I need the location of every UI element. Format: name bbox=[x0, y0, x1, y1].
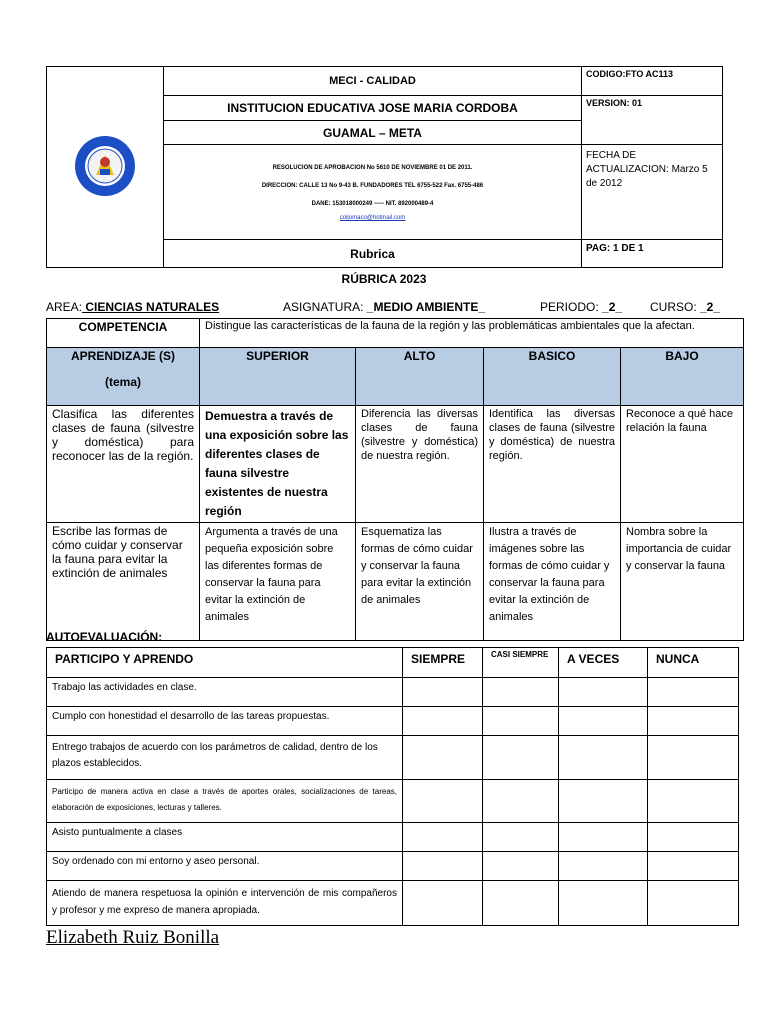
institution-name: INSTITUCION EDUCATIVA JOSE MARIA CORDOBA bbox=[164, 96, 582, 121]
a-veces-checkbox[interactable] bbox=[559, 780, 648, 823]
institution-details bbox=[164, 145, 582, 240]
header-superior: SUPERIOR bbox=[200, 348, 356, 406]
asignatura-value: _MEDIO AMBIENTE_ bbox=[363, 300, 486, 314]
superior-cell: Demuestra a través de una exposición sobre las diferentes clases de fauna silvestre existentes de nuestra región bbox=[200, 406, 356, 523]
tema-label: (tema) bbox=[104, 375, 141, 389]
header-basico: BASICO bbox=[484, 348, 621, 406]
logo-cell bbox=[47, 67, 164, 268]
header-participo: PARTICIPO Y APRENDO bbox=[47, 648, 403, 678]
table-row bbox=[47, 823, 739, 852]
superior-cell: Argumenta a través de una pequeña exposición sobre las diferentes formas de conservar la fauna para evitar la extinción de animales bbox=[200, 523, 356, 641]
a-veces-checkbox[interactable] bbox=[559, 823, 648, 852]
header-a-veces: A VECES bbox=[559, 648, 648, 678]
nunca-checkbox[interactable] bbox=[648, 678, 739, 707]
area-label: AREA: bbox=[46, 300, 83, 314]
resolution-text: RESOLUCION DE APROBACION No 5610 DE NOVIEMBRE 01 DE 2011. bbox=[272, 165, 473, 171]
email-link[interactable]: coljomaco@hotmail.com bbox=[339, 215, 406, 221]
bajo-cell: Reconoce a qué hace relación la fauna bbox=[621, 406, 744, 523]
school-seal-icon bbox=[74, 135, 136, 197]
casi-siempre-checkbox[interactable] bbox=[483, 780, 559, 823]
document-code: CODIGO:FTO AC113 bbox=[582, 67, 723, 96]
rubric-table bbox=[46, 318, 744, 641]
table-row bbox=[47, 780, 739, 823]
siempre-checkbox[interactable] bbox=[403, 823, 483, 852]
header-aprendizaje bbox=[47, 348, 200, 406]
system-name: MECI - CALIDAD bbox=[164, 67, 582, 96]
page-title: RÚBRICA 2023 bbox=[341, 272, 427, 286]
a-veces-checkbox[interactable] bbox=[559, 707, 648, 736]
asignatura-label: ASIGNATURA: bbox=[283, 300, 364, 314]
criterio-cell: Entrego trabajos de acuerdo con los parámetros de calidad, dentro de los plazos establecidos. bbox=[47, 736, 403, 780]
criterio-cell: Participo de manera activa en clase a través de aportes orales, socializaciones de tareas, elaboración de exposiciones, lecturas y talleres. bbox=[47, 780, 403, 823]
nunca-checkbox[interactable] bbox=[648, 881, 739, 926]
header-casi-siempre: CASI SIEMPRE bbox=[483, 648, 559, 678]
autoevaluacion-header-row bbox=[47, 648, 739, 678]
periodo-field bbox=[540, 300, 622, 314]
casi-siempre-checkbox[interactable] bbox=[483, 823, 559, 852]
casi-siempre-checkbox[interactable] bbox=[483, 736, 559, 780]
header-siempre: SIEMPRE bbox=[403, 648, 483, 678]
casi-siempre-checkbox[interactable] bbox=[483, 852, 559, 881]
basico-cell: Identifica las diversas clases de fauna (silvestre y doméstica) de nuestra región. bbox=[484, 406, 621, 523]
criterio-cell: Trabajo las actividades en clase. bbox=[47, 678, 403, 707]
siempre-checkbox[interactable] bbox=[403, 707, 483, 736]
aprendizaje-cell: Clasifica las diferentes clases de fauna (silvestre y doméstica) para reconocer las de la región. bbox=[47, 406, 200, 523]
dane-text: DANE: 153018000249 ----- NIT. 892000489-4 bbox=[311, 201, 434, 207]
header-alto: ALTO bbox=[356, 348, 484, 406]
nunca-checkbox[interactable] bbox=[648, 852, 739, 881]
siempre-checkbox[interactable] bbox=[403, 736, 483, 780]
city-name: GUAMAL – META bbox=[164, 121, 582, 145]
table-row bbox=[47, 707, 739, 736]
alto-cell: Diferencia las diversas clases de fauna (silvestre y doméstica) de nuestra región. bbox=[356, 406, 484, 523]
a-veces-checkbox[interactable] bbox=[559, 736, 648, 780]
document-header bbox=[46, 66, 723, 268]
a-veces-checkbox[interactable] bbox=[559, 852, 648, 881]
a-veces-checkbox[interactable] bbox=[559, 678, 648, 707]
alto-cell: Esquematiza las formas de cómo cuidar y conservar la fauna para evitar la extinción de animales bbox=[356, 523, 484, 641]
periodo-label: PERIODO: bbox=[540, 300, 599, 314]
area-field bbox=[46, 300, 219, 314]
autoevaluacion-label: AUTOEVALUACIÓN: bbox=[46, 630, 163, 644]
nunca-checkbox[interactable] bbox=[648, 823, 739, 852]
nunca-checkbox[interactable] bbox=[648, 736, 739, 780]
competencia-label: COMPETENCIA bbox=[47, 319, 200, 348]
teacher-signature: Elizabeth Ruiz Bonilla bbox=[46, 927, 220, 948]
a-veces-checkbox[interactable] bbox=[559, 881, 648, 926]
criterio-cell: Asisto puntualmente a clases bbox=[47, 823, 403, 852]
casi-siempre-checkbox[interactable] bbox=[483, 707, 559, 736]
aprendizaje-cell: Escribe las formas de cómo cuidar y conservar la fauna para evitar la extinción de animales bbox=[47, 523, 200, 641]
siempre-checkbox[interactable] bbox=[403, 780, 483, 823]
casi-siempre-checkbox[interactable] bbox=[483, 881, 559, 926]
update-date: FECHA DE ACTUALIZACION: Marzo 5 de 2012 bbox=[582, 145, 723, 240]
rubric-row bbox=[47, 406, 744, 523]
basico-cell: Ilustra a través de imágenes sobre las formas de cómo cuidar y conservar la fauna para evitar la extinción de animales bbox=[484, 523, 621, 641]
siempre-checkbox[interactable] bbox=[403, 881, 483, 926]
criterio-cell: Atiendo de manera respetuosa la opinión e intervención de mis compañeros y profesor y me expreso de manera apropiada. bbox=[47, 881, 403, 926]
document-version: VERSION: 01 bbox=[582, 96, 723, 145]
curso-label: CURSO: bbox=[650, 300, 697, 314]
rubric-header-row bbox=[47, 348, 744, 406]
curso-value: _2_ bbox=[696, 300, 721, 314]
table-row bbox=[47, 736, 739, 780]
autoevaluacion-table bbox=[46, 647, 739, 926]
page-number: PAG: 1 DE 1 bbox=[582, 240, 723, 268]
doc-type: Rubrica bbox=[164, 240, 582, 268]
aprendizaje-label: APRENDIZAJE (S) bbox=[70, 349, 175, 363]
siempre-checkbox[interactable] bbox=[403, 852, 483, 881]
competencia-text: Distingue las características de la fauna de la región y las problemáticas ambientales que la afectan. bbox=[200, 319, 744, 348]
rubric-row bbox=[47, 523, 744, 641]
casi-siempre-checkbox[interactable] bbox=[483, 678, 559, 707]
nunca-checkbox[interactable] bbox=[648, 707, 739, 736]
nunca-checkbox[interactable] bbox=[648, 780, 739, 823]
table-row bbox=[47, 881, 739, 926]
area-value: CIENCIAS NATURALES bbox=[82, 300, 220, 314]
header-nunca: NUNCA bbox=[648, 648, 739, 678]
table-row bbox=[47, 852, 739, 881]
address-text: DIRECCION: CALLE 13 No 9-43 B. FUNDADORES TEL 6755-522 Fax. 6755-486 bbox=[261, 183, 484, 189]
curso-field bbox=[650, 300, 720, 314]
bajo-cell: Nombra sobre la importancia de cuidar y conservar la fauna bbox=[621, 523, 744, 641]
asignatura-field bbox=[283, 300, 485, 314]
header-bajo: BAJO bbox=[621, 348, 744, 406]
criterio-cell: Soy ordenado con mi entorno y aseo personal. bbox=[47, 852, 403, 881]
criterio-cell: Cumplo con honestidad el desarrollo de las tareas propuestas. bbox=[47, 707, 403, 736]
periodo-value: _2_ bbox=[598, 300, 623, 314]
siempre-checkbox[interactable] bbox=[403, 678, 483, 707]
table-row bbox=[47, 678, 739, 707]
